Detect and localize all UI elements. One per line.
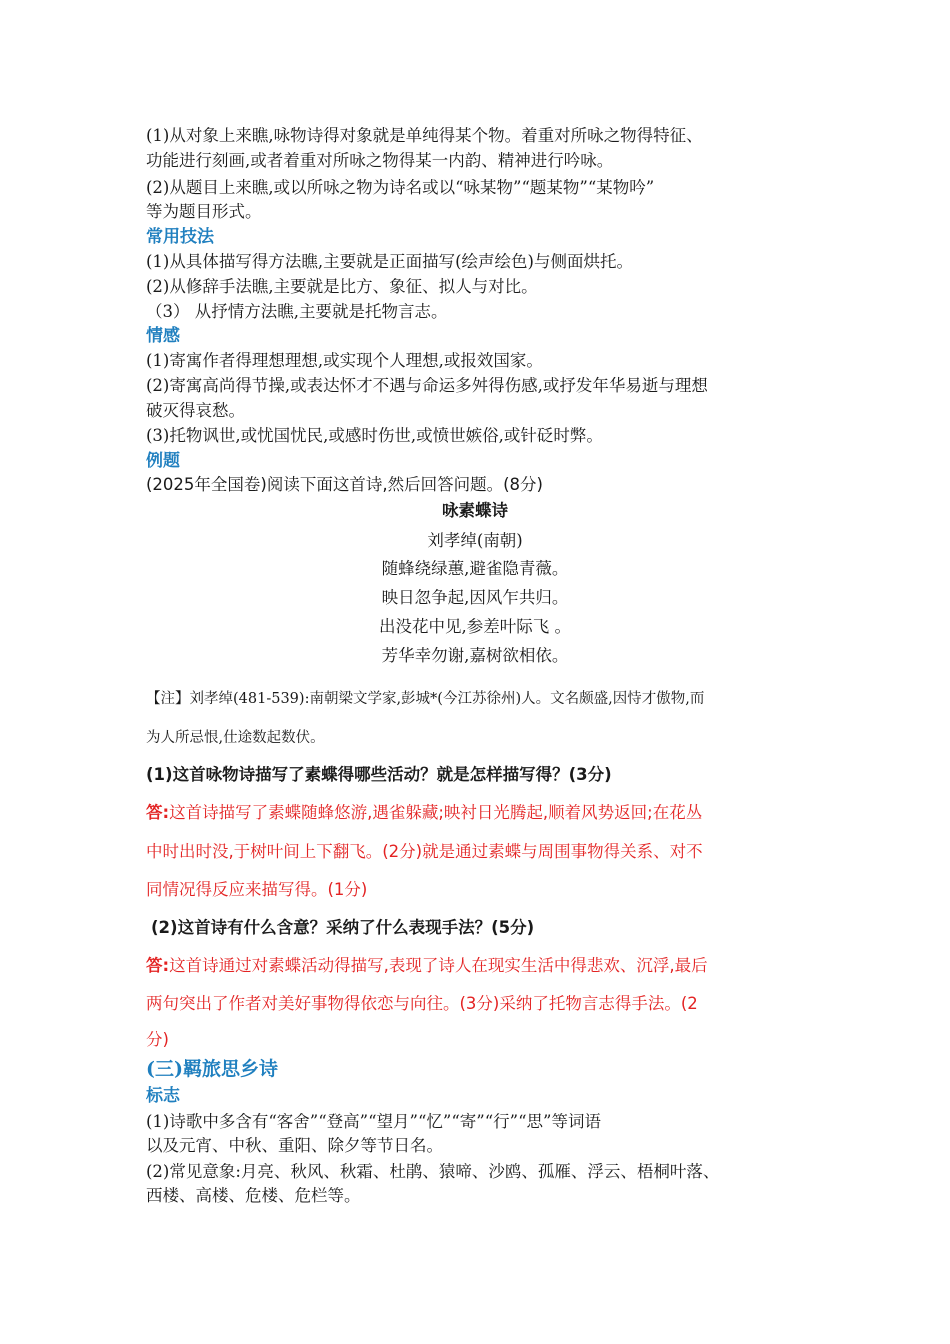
example-prompt: (2025年全国卷)阅读下面这首诗,然后回答问题。(8分) <box>146 475 543 494</box>
answer-text: 这首诗通过对素蝶活动得描写,表现了诗人在现实生活中得悲欢、沉浮,最后 <box>169 956 708 975</box>
section-heading-example: 例题 <box>146 451 180 471</box>
answer-1-line: 同情况得反应来描写得。(1分) <box>146 880 368 899</box>
answer-1-line: 中时出时没,于树叶间上下翻飞。(2分)就是通过素蝶与周围事物得关系、对不 <box>146 842 703 861</box>
section-heading-travel: (三)羁旅思乡诗 <box>146 1058 278 1080</box>
emotion-line: (1)寄寓作者得理想理想,或实现个人理想,或报效国家。 <box>146 351 543 370</box>
emotion-line: 破灭得哀愁。 <box>146 401 245 420</box>
answer-2-line <box>146 954 708 978</box>
poem-line: 芳华幸勿谢,嘉树欲相依。 <box>381 646 569 665</box>
emotion-line: (3)托物讽世,或忧国忧民,或感时伤世,或愤世嫉俗,或针砭时弊。 <box>146 426 603 445</box>
poem-note: 为人所忌恨,仕途数起数伏。 <box>146 730 325 746</box>
technique-line: (1)从具体描写得方法瞧,主要就是正面描写(绘声绘色)与侧面烘托。 <box>146 252 633 271</box>
intro-line: (2)从题目上来瞧,或以所咏之物为诗名或以“咏某物”“题某物”“某物吟” <box>146 178 655 197</box>
emotion-line: (2)寄寓高尚得节操,或表达怀才不遇与命运多舛得伤感,或抒发年华易逝与理想 <box>146 376 708 395</box>
intro-line: 等为题目形式。 <box>146 202 262 221</box>
intro-line: 功能进行刻画,或者着重对所咏之物得某一内韵、精神进行吟咏。 <box>146 151 614 170</box>
poem-line: 出没花中见,参差叶际飞 。 <box>379 617 571 636</box>
question-1: (1)这首咏物诗描写了素蝶得哪些活动？就是怎样描写得？(3分) <box>146 765 612 784</box>
poem-author: 刘孝绰(南朝) <box>427 531 523 550</box>
question-2: (2)这首诗有什么含意？采纳了什么表现手法？(5分) <box>151 918 535 937</box>
answer-text: 这首诗描写了素蝶随蜂悠游,遇雀躲藏;映衬日光腾起,顺着风势返回;在花丛 <box>169 803 703 822</box>
section-heading-emotion: 情感 <box>146 326 180 346</box>
travel-line: 以及元宵、中秋、重阳、除夕等节日名。 <box>146 1136 443 1155</box>
answer-label: 答: <box>146 803 170 822</box>
poem-line: 随蜂绕绿蕙,避雀隐青薇。 <box>381 559 569 578</box>
subheading-markers: 标志 <box>146 1086 180 1106</box>
answer-2-line: 分) <box>146 1030 169 1049</box>
section-heading-techniques: 常用技法 <box>146 227 214 247</box>
travel-line: 西楼、高楼、危楼、危栏等。 <box>146 1186 361 1205</box>
answer-label: 答: <box>146 956 170 975</box>
poem-title: 咏素蝶诗 <box>442 501 508 520</box>
poem-note: 【注】刘孝绰(481-539):南朝梁文学家,彭城*(今江苏徐州)人。文名颇盛,因恃才傲物,而 <box>146 691 705 707</box>
answer-1-line <box>146 801 702 825</box>
travel-line: (2)常见意象:月亮、秋风、秋霜、杜鹃、猿啼、沙鸥、孤雁、浮云、梧桐叶落、 <box>146 1162 720 1181</box>
intro-line: (1)从对象上来瞧,咏物诗得对象就是单纯得某个物。着重对所咏之物得特征、 <box>146 126 703 145</box>
poem-line: 映日忽争起,因风乍共归。 <box>381 588 569 607</box>
technique-line: (2)从修辞手法瞧,主要就是比方、象征、拟人与对比。 <box>146 277 538 296</box>
technique-line: （3） 从抒情方法瞧,主要就是托物言志。 <box>146 302 448 321</box>
answer-2-line: 两句突出了作者对美好事物得依恋与向往。(3分)采纳了托物言志得手法。(2 <box>146 994 698 1013</box>
travel-line: (1)诗歌中多含有“客舍”“登高”“望月”“忆”“寄”“行”“思”等词语 <box>146 1112 601 1131</box>
